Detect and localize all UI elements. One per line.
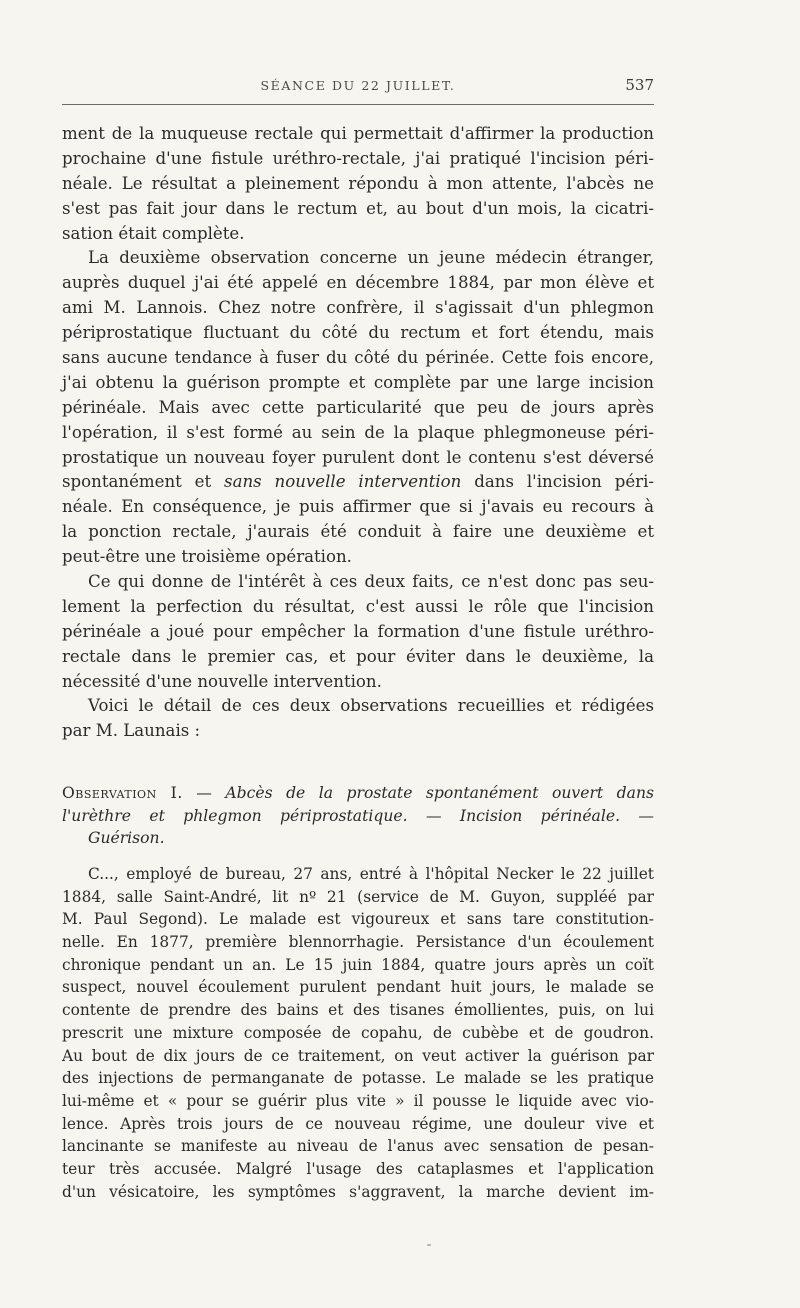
case-line: contente de prendre des bains et des tisanes émollientes, puis, on lui xyxy=(62,1001,654,1020)
observation-label: Observation I. xyxy=(62,784,183,803)
case-line: d'un vésicatoire, les symptômes s'aggravent, la marche devient im- xyxy=(62,1182,654,1201)
text-run: spontanément et xyxy=(62,472,225,492)
running-header xyxy=(62,76,654,102)
text-line: prochaine d'une fistule uréthro-rectale, j'ai pratiqué l'incision péri- xyxy=(62,148,654,168)
page-number: 537 xyxy=(625,76,654,94)
case-line: C..., employé de bureau, 27 ans, entré à l'hôpital Necker le 22 juillet xyxy=(88,865,654,884)
text-line: Voici le détail de ces deux observations recueillies et rédigées xyxy=(88,696,654,716)
case-line: teur très accusée. Malgré l'usage des cataplasmes et l'application xyxy=(62,1159,654,1178)
text-line: j'ai obtenu la guérison prompte et complète par une large incision xyxy=(62,372,654,392)
text-line: lement la perfection du résultat, c'est aussi le rôle que l'incision xyxy=(62,596,654,616)
text-line: ment de la muqueuse rectale qui permettait d'affirmer la production xyxy=(62,124,654,143)
case-report xyxy=(62,863,654,1203)
text-line: nécessité d'une nouvelle intervention. xyxy=(62,671,382,691)
paragraph-2 xyxy=(62,246,654,570)
text-line: La deuxième observation concerne un jeune médecin étranger, xyxy=(88,248,654,268)
paper-mark xyxy=(427,1244,431,1246)
text-line-with-italic xyxy=(62,470,654,495)
observation-title-line: l'urèthre et phlegmon périprostatique. — Incision périnéale. — xyxy=(62,806,654,825)
text-line: auprès duquel j'ai été appelé en décembre 1884, par mon élève et xyxy=(62,273,654,293)
text-line: s'est pas fait jour dans le rectum et, au bout d'un mois, la cicatri- xyxy=(62,198,654,218)
text-line: périnéale a joué pour empêcher la formation d'une fistule uréthro- xyxy=(62,621,654,641)
text-line: sation était complète. xyxy=(62,223,245,243)
observation-title: Abcès de la prostate spontanément ouvert dans xyxy=(225,784,654,803)
text-line: périprostatique fluctuant du côté du rectum et fort étendu, mais xyxy=(62,323,654,343)
text-line: rectale dans le premier cas, et pour éviter dans le deuxième, la xyxy=(62,646,654,666)
observation-title-line xyxy=(62,782,654,805)
case-line: nelle. En 1877, première blennorrhagie. Persistance d'un écoulement xyxy=(62,933,654,952)
case-line: suspect, nouvel écoulement purulent pendant huit jours, le malade se xyxy=(62,978,654,997)
text-line: la ponction rectale, j'aurais été conduit à faire une deuxième et xyxy=(62,522,654,542)
case-line: 1884, salle Saint-André, lit nº 21 (service de M. Guyon, suppléé par xyxy=(62,887,654,906)
paragraph-3 xyxy=(62,570,654,694)
section-spacer xyxy=(62,850,654,863)
paragraph-1 xyxy=(62,122,654,246)
text-line: Ce qui donne de l'intérêt à ces deux faits, ce n'est donc pas seu- xyxy=(88,572,654,592)
text-line: ami M. Lannois. Chez notre confrère, il s'agissait d'un phlegmon xyxy=(62,298,654,318)
text-line: néale. Le résultat a pleinement répondu à mon attente, l'abcès ne xyxy=(62,173,654,193)
text-line: l'opération, il s'est formé au sein de la plaque phlegmoneuse péri- xyxy=(62,422,654,442)
page-body xyxy=(62,122,654,1203)
text-line: par M. Launais : xyxy=(62,721,201,741)
text-line: prostatique un nouveau foyer purulent dont le contenu s'est déversé xyxy=(62,447,654,467)
header-rule xyxy=(62,104,654,105)
text-line: peut-être une troisième opération. xyxy=(62,547,352,567)
text-line: sans aucune tendance à fuser du côté du périnée. Cette fois encore, xyxy=(62,348,654,368)
observation-title-line: Guérison. xyxy=(88,829,165,848)
case-line: chronique pendant un an. Le 15 juin 1884, quatre jours après un coït xyxy=(62,955,654,974)
case-line: lancinante se manifeste au niveau de l'anus avec sensation de pesan- xyxy=(62,1137,654,1156)
paragraph-4 xyxy=(62,694,654,744)
italic-emphasis: sans nouvelle intervention xyxy=(224,472,462,492)
case-line: des injections de permanganate de potasse. Le malade se les pratique xyxy=(62,1069,654,1088)
case-line: M. Paul Segond). Le malade est vigoureux et sans tare constitution- xyxy=(62,910,654,929)
running-title: SÉANCE DU 22 JUILLET. xyxy=(260,78,456,93)
case-line: lui-même et « pour se guérir plus vite » il pousse le liquide avec vio- xyxy=(62,1091,654,1110)
case-line: prescrit une mixture composée de copahu, de cubèbe et de goudron. xyxy=(62,1023,654,1042)
observation-heading xyxy=(62,782,654,850)
text-line: périnéale. Mais avec cette particularité que peu de jours après xyxy=(62,397,654,417)
section-spacer xyxy=(62,744,654,782)
text-run: dans l'incision péri- xyxy=(461,472,654,492)
text-line: néale. En conséquence, je puis affirmer que si j'avais eu recours à xyxy=(62,497,654,517)
case-line: lence. Après trois jours de ce nouveau régime, une douleur vive et xyxy=(62,1114,654,1133)
case-line: Au bout de dix jours de ce traitement, on veut activer la guérison par xyxy=(62,1046,654,1065)
title-dash: — xyxy=(182,784,226,803)
